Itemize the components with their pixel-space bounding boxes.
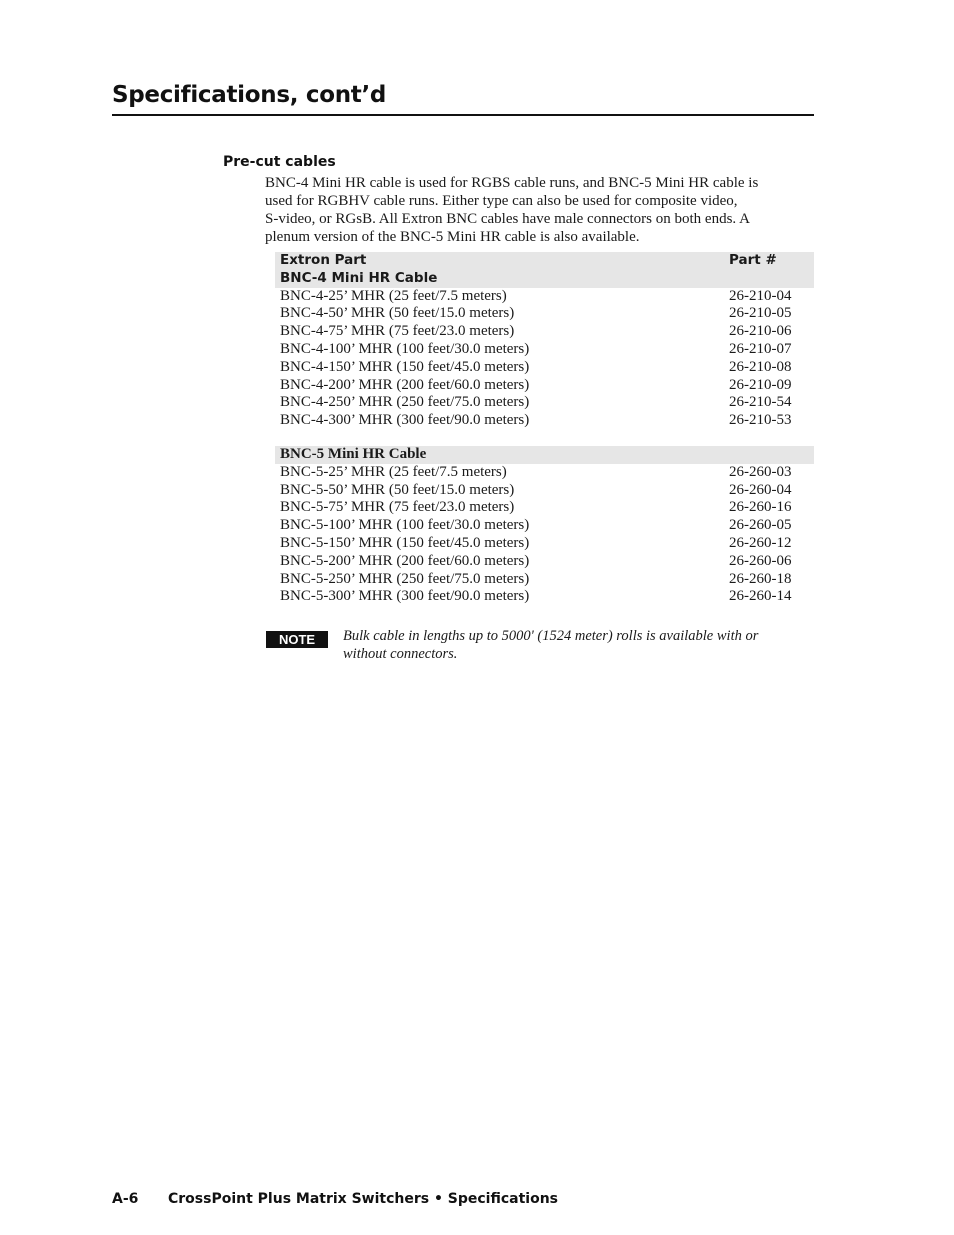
table-row (275, 394, 814, 412)
cable-name: BNC-4-100’ MHR (100 feet/30.0 meters) (280, 340, 530, 357)
table-row (275, 482, 814, 500)
part-number: 26-260-18 (729, 570, 792, 587)
column-header-part-number: Part # (729, 252, 777, 268)
part-number: 26-210-05 (729, 305, 792, 322)
cable-name: BNC-4-250’ MHR (250 feet/75.0 meters) (280, 394, 530, 411)
cable-name: BNC-5-100’ MHR (100 feet/30.0 meters) (280, 517, 530, 534)
cable-name: BNC-4-200’ MHR (200 feet/60.0 meters) (280, 376, 530, 393)
cable-name: BNC-5-50’ MHR (50 feet/15.0 meters) (280, 481, 515, 498)
part-number: 26-260-14 (729, 588, 792, 605)
cable-name: BNC-5-25’ MHR (25 feet/7.5 meters) (280, 463, 507, 480)
part-number: 26-210-08 (729, 358, 792, 375)
table-row (275, 553, 814, 571)
footer-page-number: A-6 (112, 1191, 139, 1207)
part-number: 26-260-12 (729, 534, 792, 551)
part-number: 26-210-06 (729, 323, 792, 340)
cable-table-bnc5 (275, 446, 814, 606)
cable-name: BNC-5-75’ MHR (75 feet/23.0 meters) (280, 499, 515, 516)
cable-name: BNC-4-50’ MHR (50 feet/15.0 meters) (280, 305, 515, 322)
table-row (275, 571, 814, 589)
cable-name: BNC-4-25’ MHR (25 feet/7.5 meters) (280, 287, 507, 304)
note-badge: NOTE (266, 631, 328, 648)
cable-name: BNC-4-150’ MHR (150 feet/45.0 meters) (280, 358, 530, 375)
cable-table-bnc4 (275, 252, 814, 430)
part-number: 26-210-07 (729, 340, 792, 357)
page-title: Specifications, cont’d (112, 82, 387, 108)
note-line: Bulk cable in lengths up to 5000' (1524 meter) rolls is available with or (343, 628, 759, 644)
table-row (275, 588, 814, 606)
table-row (275, 323, 814, 341)
group-header (275, 446, 814, 464)
group-title-row (275, 446, 814, 464)
part-number: 26-260-06 (729, 552, 792, 569)
note-text (343, 627, 803, 663)
section-heading: Pre-cut cables (223, 154, 336, 170)
table-row (275, 377, 814, 395)
page-footer (112, 1191, 558, 1207)
table-row (275, 359, 814, 377)
table-row (275, 305, 814, 323)
note-line: without connectors. (343, 646, 458, 662)
cable-name: BNC-4-300’ MHR (300 feet/90.0 meters) (280, 412, 530, 429)
title-rule (112, 114, 814, 116)
part-number: 26-260-05 (729, 517, 792, 534)
column-header-extron-part: Extron Part (280, 252, 367, 268)
table-row (275, 499, 814, 517)
cable-name: BNC-4-75’ MHR (75 feet/23.0 meters) (280, 323, 515, 340)
cable-name: BNC-5-200’ MHR (200 feet/60.0 meters) (280, 552, 530, 569)
intro-line: plenum version of the BNC-5 Mini HR cable is also available. (265, 229, 640, 245)
table-row (275, 517, 814, 535)
part-number: 26-260-16 (729, 499, 792, 516)
table-row (275, 341, 814, 359)
group-title: BNC-5 Mini HR Cable (280, 446, 427, 462)
intro-line: BNC-4 Mini HR cable is used for RGBS cable runs, and BNC-5 Mini HR cable is (265, 175, 759, 191)
table-header (275, 252, 814, 288)
column-header-row (275, 252, 814, 270)
part-number: 26-210-04 (729, 287, 792, 304)
cable-name: BNC-5-300’ MHR (300 feet/90.0 meters) (280, 588, 530, 605)
intro-line: S-video, or RGsB. All Extron BNC cables have male connectors on both ends. A (265, 211, 750, 227)
intro-line: used for RGBHV cable runs. Either type can also be used for composite video, (265, 193, 738, 209)
cable-name: BNC-5-150’ MHR (150 feet/45.0 meters) (280, 534, 530, 551)
intro-paragraph (265, 174, 805, 246)
part-number: 26-210-09 (729, 376, 792, 393)
footer-text: CrossPoint Plus Matrix Switchers • Specifications (168, 1191, 559, 1207)
table-row (275, 412, 814, 430)
table-row (275, 464, 814, 482)
table-row (275, 288, 814, 306)
part-number: 26-210-53 (729, 412, 792, 429)
part-number: 26-210-54 (729, 394, 792, 411)
part-number: 26-260-03 (729, 463, 792, 480)
group-title-row (275, 270, 814, 288)
group-title: BNC-4 Mini HR Cable (280, 269, 438, 286)
part-number: 26-260-04 (729, 481, 792, 498)
cable-name: BNC-5-250’ MHR (250 feet/75.0 meters) (280, 570, 530, 587)
table-row (275, 535, 814, 553)
